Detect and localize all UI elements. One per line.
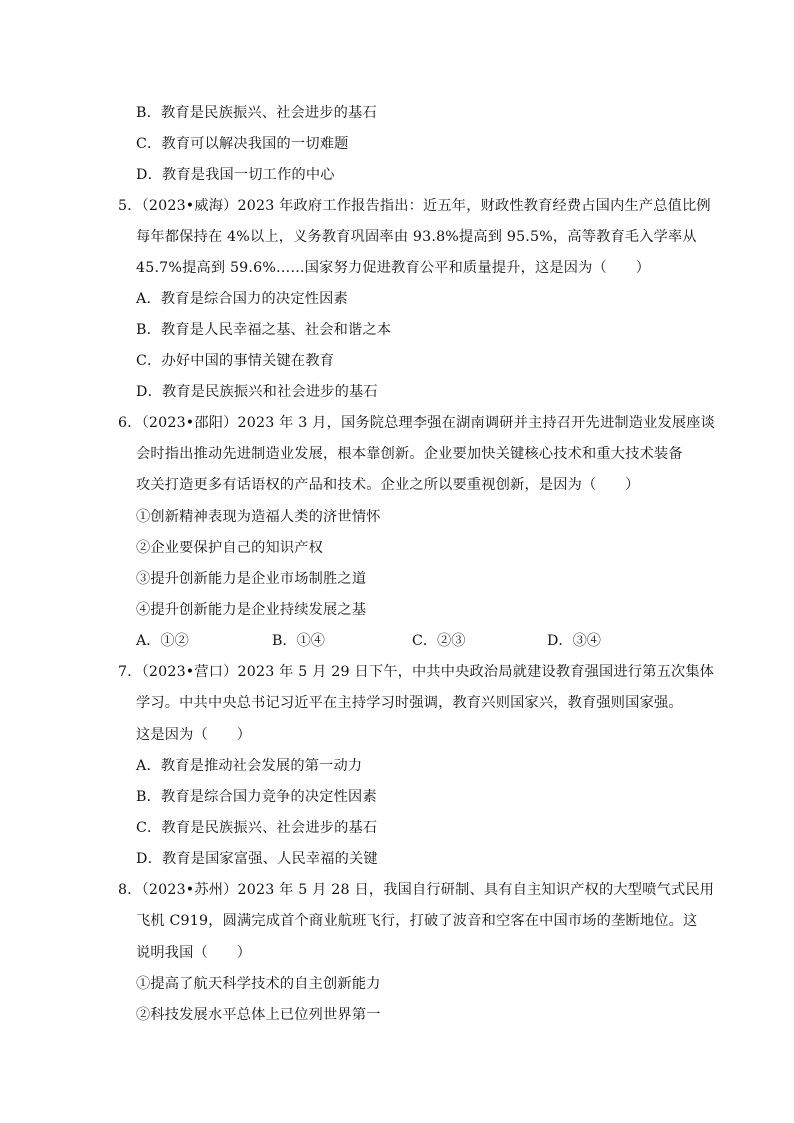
q5-option-b: B．教育是人民幸福之基、社会和谐之本 <box>136 322 392 338</box>
q8-statement-1: ①提高了航天科学技术的自主创新能力 <box>136 976 381 992</box>
q5-option-c: C．办好中国的事情关键在教育 <box>136 353 335 369</box>
q7-stem-line-3: 这是因为（ ） <box>136 727 252 743</box>
q7-option-d: D．教育是国家富强、人民幸福的关键 <box>136 851 378 867</box>
q7-stem-line-1: 7．（2023•营口）2023 年 5 月 29 日下午，中共中央政治局就建设教育强国进行第五次集体 <box>118 664 715 680</box>
q5-stem-line-3: 45.7%提高到 59.6%……国家努力促进教育公平和质量提升，这是因为（ ） <box>136 260 651 276</box>
q6-choice-c: C．②③ <box>412 633 466 649</box>
q8-statement-2: ②科技发展水平总体上已位列世界第一 <box>136 1007 381 1023</box>
q6-stem-line-3: 攻关打造更多有话语权的产品和技术。企业之所以要重视创新，是因为（ ） <box>136 477 640 493</box>
q6-stem-line-2: 会时指出推动先进制造业发展，根本靠创新。企业要加快关键核心技术和重大技术装备 <box>136 446 683 462</box>
q5-stem-line-2: 每年都保持在 4%以上，义务教育巩固率由 93.8%提高到 95.5%，高等教育毛入学率从 <box>136 229 697 245</box>
q5-option-a: A．教育是综合国力的决定性因素 <box>136 291 348 307</box>
q7-option-b: B．教育是综合国力竞争的决定性因素 <box>136 789 377 805</box>
q6-choices <box>136 631 656 651</box>
q6-statement-4: ④提升创新能力是企业持续发展之基 <box>136 602 367 618</box>
q5-option-d: D．教育是民族振兴和社会进步的基石 <box>136 384 378 400</box>
q6-choice-d: D．③④ <box>547 633 601 649</box>
q4-option-c: C．教育可以解决我国的一切难题 <box>136 136 349 152</box>
q6-statement-1: ①创新精神表现为造福人类的济世情怀 <box>136 509 381 525</box>
q6-choice-b: B．①④ <box>272 633 325 649</box>
q6-stem-line-1: 6．（2023•邵阳）2023 年 3 月，国务院总理李强在湖南调研并主持召开先进制造业发展座谈 <box>118 415 716 431</box>
q7-option-c: C．教育是民族振兴、社会进步的基石 <box>136 820 378 836</box>
q6-statement-3: ③提升创新能力是企业市场制胜之道 <box>136 571 367 587</box>
q7-option-a: A．教育是推动社会发展的第一动力 <box>136 758 363 774</box>
q6-statement-2: ②企业要保护自己的知识产权 <box>136 540 324 556</box>
q5-stem-line-1: 5．（2023•威海）2023 年政府工作报告指出：近五年，财政性教育经费占国内生产总值比例 <box>118 198 711 214</box>
q8-stem-line-3: 说明我国（ ） <box>136 945 252 961</box>
q7-stem-line-2: 学习。中共中央总书记习近平在主持学习时强调，教育兴则国家兴，教育强则国家强。 <box>136 695 683 711</box>
q8-stem-line-2: 飞机 C919，圆满完成首个商业航班飞行，打破了波音和空客在中国市场的垄断地位。这 <box>136 913 698 929</box>
q8-stem-line-1: 8．（2023•苏州）2023 年 5 月 28 日，我国自行研制、具有自主知识产权的大型喷气式民用 <box>118 882 715 898</box>
q6-choice-a: A．①② <box>136 633 189 649</box>
q4-option-b: B．教育是民族振兴、社会进步的基石 <box>136 105 377 121</box>
q4-option-d: D．教育是我国一切工作的中心 <box>136 167 335 183</box>
